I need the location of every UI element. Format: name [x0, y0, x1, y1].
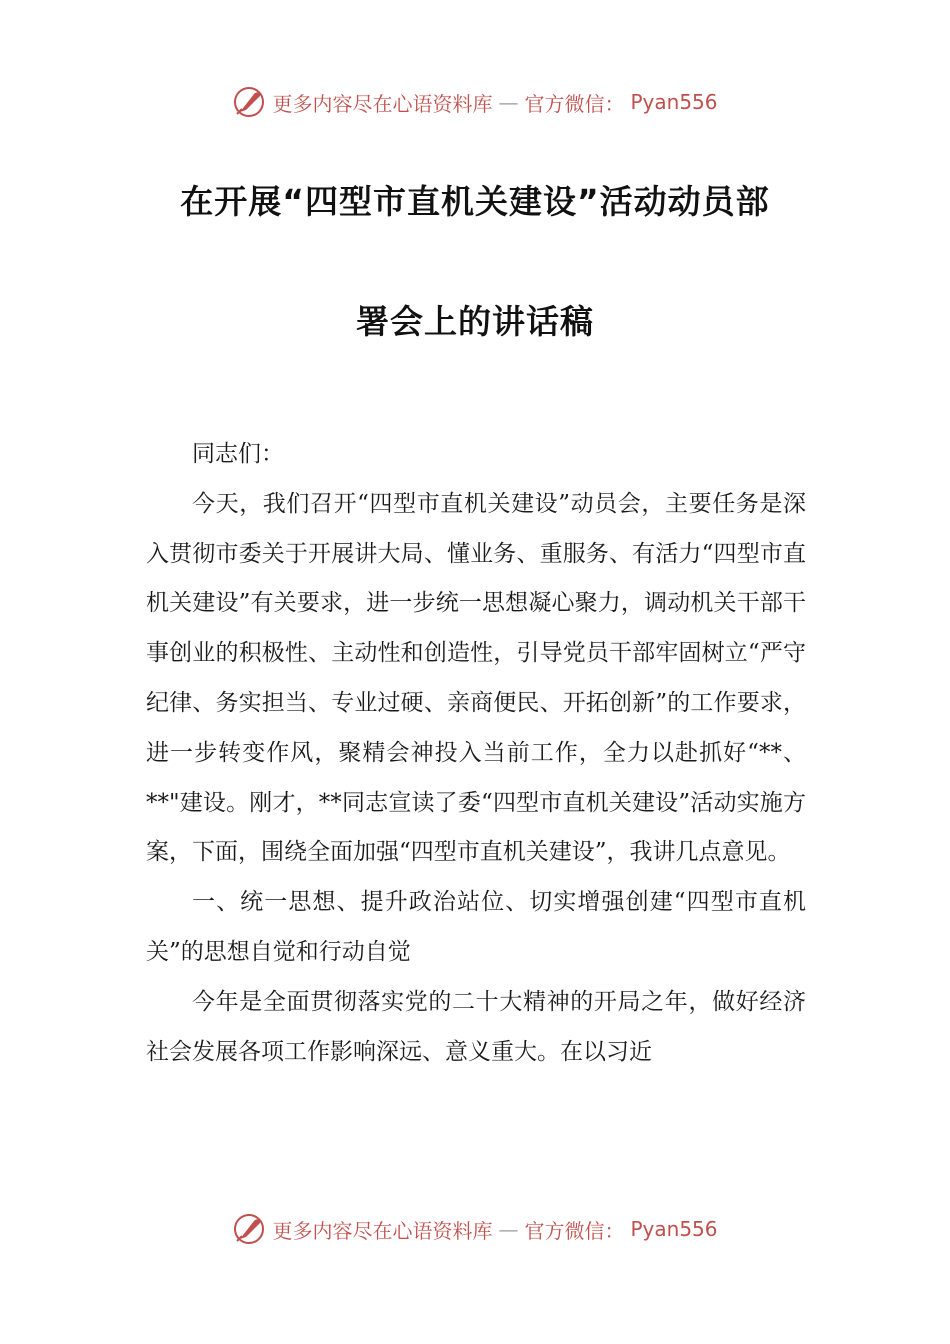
watermark-main-text: 更多内容尽在心语资料库 [272, 1218, 493, 1243]
body-paragraph: 今年是全面贯彻落实党的二十大精神的开局之年，做好经济社会发展各项工作影响深远、意义重大。在以习近 [146, 988, 806, 1065]
footer-watermark [0, 1209, 950, 1249]
quill-pen-logo-icon [232, 1212, 266, 1246]
watermark-wechat-label: 官方微信： [524, 91, 625, 116]
section-heading-paragraph: 一、统一思想、提升政治站位、切实增强创建“四型市直机关”的思想自觉和行动自觉 [146, 889, 806, 965]
watermark-wechat-label: 官方微信： [524, 1218, 625, 1243]
watermark-separator: — [498, 1217, 519, 1241]
watermark-wechat-id: Pyan556 [630, 1217, 718, 1241]
watermark-wechat-id: Pyan556 [630, 90, 718, 114]
body-paragraph: 今天，我们召开“四型市直机关建设”动员会，主要任务是深入贯彻市委关于开展讲大局、懂业务、重服务、有活力“四型市直机关建设”有关要求，进一步统一思想凝心聚力，调动机关干部干事创业的积极性、主动性和创造性，引导党员干部牢固树立“严守纪律、务实担当、专业过硬、亲商便民、开拓创新”的工作要求，进一步转变作风，聚精会神投入当前工作，全力以赴抓好“**、**"建设。刚才，**同志宣读了委“四型市直机关建设”活动实施方案，下面，围绕全面加强“四型市直机关建设”，我讲几点意见。 [146, 490, 806, 866]
document-body [146, 430, 806, 1077]
watermark-main-text: 更多内容尽在心语资料库 [272, 91, 493, 116]
document-title-line-2: 署会上的讲话稿 [356, 302, 594, 341]
salutation-paragraph: 同志们： [192, 441, 284, 467]
header-watermark [0, 82, 950, 122]
watermark-separator: — [498, 90, 519, 114]
document-title-line-1: 在开展“四型市直机关建设”活动动员部 [180, 182, 770, 221]
quill-pen-logo-icon [232, 85, 266, 119]
